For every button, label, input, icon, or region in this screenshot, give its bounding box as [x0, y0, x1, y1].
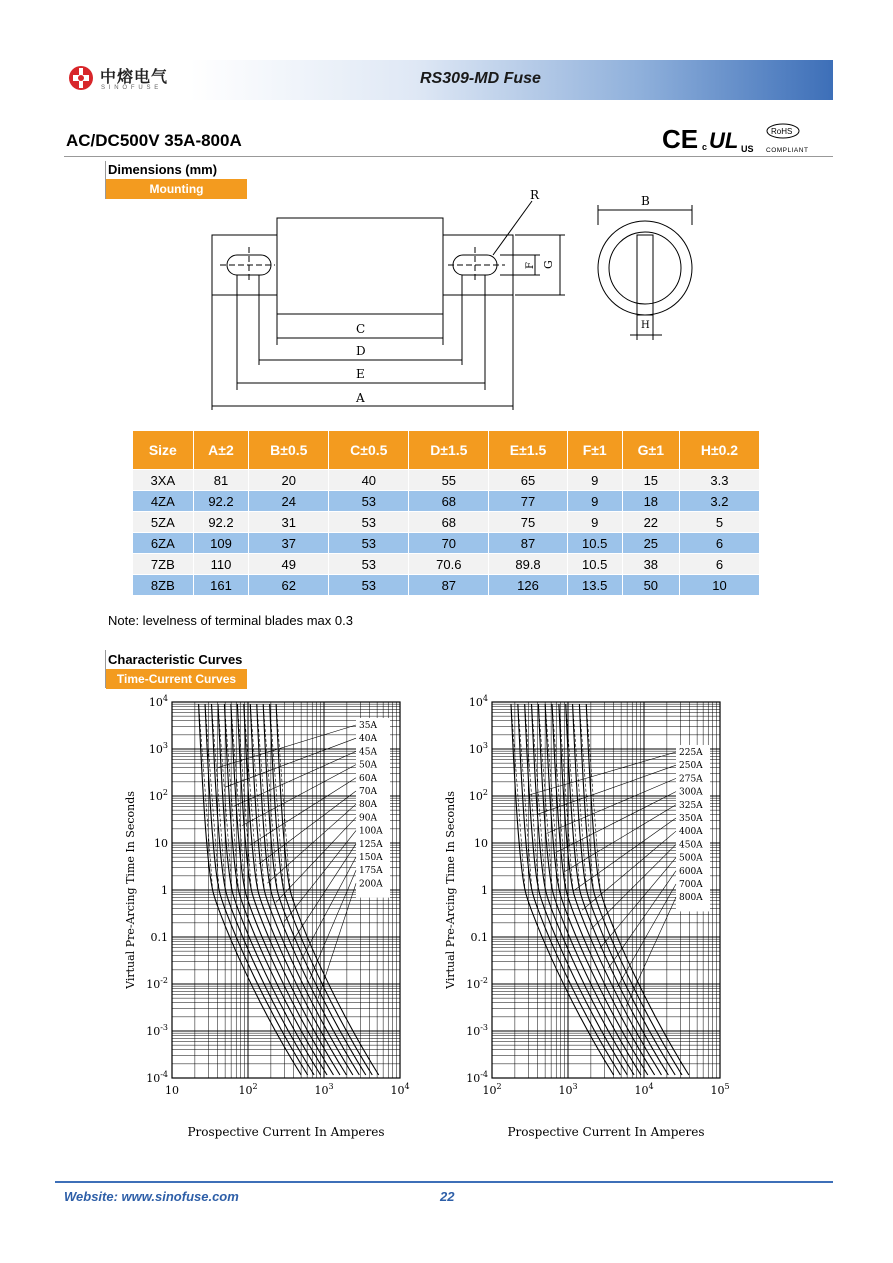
- rating-label: 50A: [359, 760, 377, 771]
- ul-mark: UL: [709, 128, 739, 153]
- time-current-chart-right: [440, 690, 740, 1150]
- x-tick-label: $10^3$: [558, 1082, 578, 1097]
- rating-label: 500A: [679, 853, 703, 864]
- table-cell: 38: [622, 554, 679, 575]
- y-tick-label: $10^2$: [148, 788, 168, 803]
- rohs-mark: RoHS: [771, 127, 793, 136]
- col-header: Size: [133, 431, 194, 470]
- time-current-tag: Time-Current Curves: [106, 669, 247, 689]
- ul-c-mark: c: [702, 142, 708, 152]
- label-C: C: [356, 322, 366, 336]
- table-cell: 3XA: [133, 470, 194, 491]
- table-cell: 87: [409, 575, 489, 596]
- fuse-curve-dashed: [231, 704, 245, 890]
- table-cell: 49: [249, 554, 329, 575]
- table-cell: 126: [489, 575, 567, 596]
- x-tick-label: $10^4$: [634, 1082, 654, 1097]
- table-cell: 53: [329, 533, 409, 554]
- y-tick-label: 1: [161, 884, 168, 897]
- rating-leader: [547, 778, 676, 833]
- table-cell: 53: [329, 554, 409, 575]
- table-cell: 10.5: [567, 533, 622, 554]
- y-tick-label: 0.1: [150, 931, 168, 944]
- rating-leader: [617, 884, 676, 987]
- rating-label: 800A: [679, 893, 703, 904]
- table-cell: 75: [489, 512, 567, 533]
- table-cell: 70: [409, 533, 489, 554]
- table-cell: 9: [567, 470, 622, 491]
- rating-label: 250A: [679, 761, 703, 772]
- x-tick-label: $10^3$: [314, 1082, 334, 1097]
- table-cell: 25: [622, 533, 679, 554]
- label-E: E: [356, 367, 365, 381]
- table-row: [133, 512, 760, 533]
- y-tick-label: $10^4$: [148, 694, 168, 709]
- fuse-curve-dashed: [199, 704, 213, 890]
- table-cell: 77: [489, 491, 567, 512]
- table-cell: 81: [193, 470, 249, 491]
- table-cell: 5ZA: [133, 512, 194, 533]
- table-row: [133, 533, 760, 554]
- y-tick-label: $10^{-4}$: [466, 1070, 488, 1085]
- table-cell: 89.8: [489, 554, 567, 575]
- table-cell: 31: [249, 512, 329, 533]
- rating-leader: [626, 897, 676, 1006]
- rating-leader: [217, 725, 356, 768]
- rating-label: 600A: [679, 866, 703, 877]
- product-title: RS309-MD Fuse: [420, 70, 541, 87]
- rating-leader: [250, 778, 356, 845]
- table-cell: 6ZA: [133, 533, 194, 554]
- rating-label: 60A: [359, 773, 377, 784]
- y-tick-label: $10^2$: [468, 788, 488, 803]
- rating-label: 45A: [359, 747, 377, 758]
- dimensions-title: Dimensions (mm): [108, 162, 218, 177]
- y-axis-title: Virtual Pre-Arcing Time In Seconds: [124, 791, 137, 989]
- col-header: H±0.2: [679, 431, 759, 470]
- label-G: G: [542, 260, 555, 269]
- label-H: H: [641, 320, 650, 331]
- rating-label: 175A: [359, 866, 383, 877]
- x-axis-title: Prospective Current In Amperes: [187, 1125, 385, 1139]
- table-cell: 161: [193, 575, 249, 596]
- table-cell: 24: [249, 491, 329, 512]
- table-cell: 37: [249, 533, 329, 554]
- fuse-curve-dashed: [257, 704, 271, 890]
- table-cell: 53: [329, 512, 409, 533]
- mounting-tag: Mounting: [106, 179, 247, 199]
- rating-leader: [259, 791, 356, 864]
- table-cell: 62: [249, 575, 329, 596]
- rating-label: 90A: [359, 813, 377, 824]
- table-cell: 6: [679, 554, 759, 575]
- rating-label: 400A: [679, 827, 703, 838]
- page-number: 22: [440, 1189, 455, 1204]
- fuse-curve-dashed: [586, 704, 600, 890]
- table-cell: 65: [489, 470, 567, 491]
- label-D: D: [356, 344, 366, 358]
- rating-label: 100A: [359, 826, 383, 837]
- y-axis-title: Virtual Pre-Arcing Time In Seconds: [444, 791, 457, 989]
- table-cell: 92.2: [193, 491, 249, 512]
- x-tick-label: $10^4$: [390, 1082, 410, 1097]
- x-tick-label: 10: [165, 1084, 179, 1097]
- table-cell: 4ZA: [133, 491, 194, 512]
- y-tick-label: $10^{-2}$: [146, 976, 168, 991]
- col-header: G±1: [622, 431, 679, 470]
- y-tick-label: 0.1: [470, 931, 488, 944]
- label-F: F: [525, 262, 536, 269]
- y-tick-label: $10^3$: [148, 741, 168, 756]
- y-tick-label: 1: [481, 884, 488, 897]
- logo-chinese-text: 中熔电气: [100, 69, 169, 86]
- table-cell: 110: [193, 554, 249, 575]
- x-tick-label: $10^2$: [482, 1082, 502, 1097]
- table-header-row: [133, 431, 760, 470]
- rating-label: 150A: [359, 853, 383, 863]
- ul-us-mark: US: [741, 144, 754, 154]
- table-cell: 9: [567, 512, 622, 533]
- col-header: D±1.5: [409, 431, 489, 470]
- col-header: B±0.5: [249, 431, 329, 470]
- table-cell: 18: [622, 491, 679, 512]
- fuse-curve-dashed: [270, 704, 284, 890]
- table-cell: 68: [409, 512, 489, 533]
- label-R: R: [530, 188, 540, 202]
- x-axis-title: Prospective Current In Amperes: [507, 1125, 705, 1139]
- table-cell: 8ZB: [133, 575, 194, 596]
- rating-leader: [267, 804, 356, 883]
- table-cell: 53: [329, 575, 409, 596]
- compliant-mark: COMPLIANT: [766, 147, 809, 154]
- y-tick-label: $10^3$: [468, 741, 488, 756]
- page-heading: AC/DC500V 35A-800A: [66, 131, 242, 150]
- y-tick-label: $10^{-3}$: [146, 1023, 168, 1038]
- table-cell: 50: [622, 575, 679, 596]
- heading-rule: [64, 156, 833, 157]
- certification-marks-icon: [662, 122, 812, 156]
- curves-title: Characteristic Curves: [108, 652, 243, 667]
- table-cell: 5: [679, 512, 759, 533]
- table-cell: 92.2: [193, 512, 249, 533]
- logo-english-text: SINOFUSE: [101, 85, 163, 91]
- label-A: A: [356, 391, 365, 405]
- table-cell: 22: [622, 512, 679, 533]
- rating-leader: [600, 858, 676, 949]
- rating-label: 225A: [679, 748, 703, 758]
- rating-label: 70A: [359, 787, 377, 797]
- table-row: [133, 491, 760, 512]
- rating-label: 700A: [679, 880, 703, 890]
- table-cell: 68: [409, 491, 489, 512]
- table-cell: 3.2: [679, 491, 759, 512]
- x-tick-label: $10^5$: [710, 1082, 730, 1097]
- table-cell: 40: [329, 470, 409, 491]
- rating-label: 325A: [679, 800, 703, 811]
- table-cell: 7ZB: [133, 554, 194, 575]
- col-header: C±0.5: [329, 431, 409, 470]
- ce-mark: CE: [662, 124, 699, 154]
- col-header: F±1: [567, 431, 622, 470]
- rating-label: 450A: [679, 840, 703, 851]
- rating-label: 300A: [679, 787, 703, 798]
- rating-label: 200A: [359, 879, 383, 890]
- y-tick-label: $10^{-3}$: [466, 1023, 488, 1038]
- table-row: [133, 554, 760, 575]
- rating-label: 125A: [359, 839, 383, 850]
- table-cell: 13.5: [567, 575, 622, 596]
- table-cell: 3.3: [679, 470, 759, 491]
- table-cell: 109: [193, 533, 249, 554]
- y-tick-label: 10: [154, 837, 168, 850]
- rating-label: 80A: [359, 800, 377, 811]
- time-current-chart-left: [120, 690, 420, 1150]
- table-cell: 6: [679, 533, 759, 554]
- table-cell: 10.5: [567, 554, 622, 575]
- table-cell: 87: [489, 533, 567, 554]
- y-tick-label: $10^{-2}$: [466, 976, 488, 991]
- table-cell: 20: [249, 470, 329, 491]
- rating-label: 350A: [679, 814, 703, 824]
- rating-label: 275A: [679, 774, 703, 785]
- footer-website-link[interactable]: Website: www.sinofuse.com: [64, 1189, 239, 1204]
- y-tick-label: $10^4$: [468, 694, 488, 709]
- table-row: [133, 470, 760, 491]
- fuse-curve-dashed: [244, 704, 258, 890]
- x-tick-label: $10^2$: [238, 1082, 258, 1097]
- fuse-curve-dashed: [250, 704, 264, 890]
- levelness-note: Note: levelness of terminal blades max 0.3: [108, 613, 353, 628]
- fuse-curve-dashed: [276, 704, 290, 890]
- label-B: B: [641, 194, 650, 208]
- table-cell: 9: [567, 491, 622, 512]
- fuse-curve-dashed: [205, 704, 219, 890]
- fuse-dimension-drawing: [200, 185, 720, 415]
- col-header: A±2: [193, 431, 249, 470]
- y-tick-label: 10: [474, 837, 488, 850]
- table-cell: 10: [679, 575, 759, 596]
- table-cell: 70.6: [409, 554, 489, 575]
- table-row: [133, 575, 760, 596]
- footer-rule: [55, 1181, 833, 1183]
- y-tick-label: $10^{-4}$: [146, 1070, 168, 1085]
- dimensions-table: [132, 430, 760, 596]
- table-cell: 55: [409, 470, 489, 491]
- table-cell: 15: [622, 470, 679, 491]
- col-header: E±1.5: [489, 431, 567, 470]
- rating-label: 40A: [359, 734, 377, 745]
- rating-label: 35A: [359, 721, 377, 731]
- fuse-curve-dashed: [263, 704, 277, 890]
- fuse-curve-dashed: [212, 704, 226, 890]
- table-cell: 53: [329, 491, 409, 512]
